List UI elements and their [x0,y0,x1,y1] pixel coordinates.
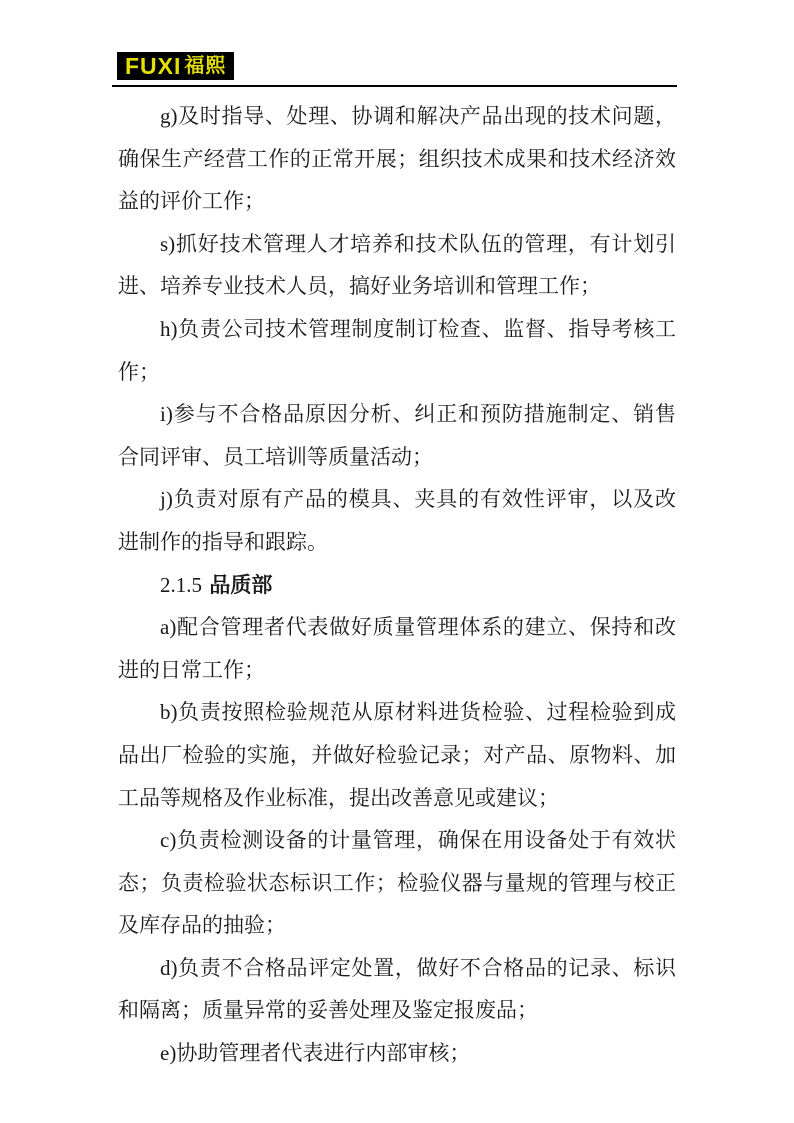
paragraph-j: j)负责对原有产品的模具、夹具的有效性评审，以及改进制作的指导和跟踪。 [118,487,676,554]
paragraph-i: i)参与不合格品原因分析、纠正和预防措施制定、销售合同评审、员工培训等质量活动； [118,402,676,469]
paragraph-g: g)及时指导、处理、协调和解决产品出现的技术问题，确保生产经营工作的正常开展；组织技术成果和技术经济效益的评价工作； [118,104,676,214]
paragraph-e: e)协助管理者代表进行内部审核； [160,1041,471,1066]
page-header [0,0,794,87]
paragraph-a: a)配合管理者代表做好质量管理体系的建立、保持和改进的日常工作； [118,615,676,682]
paragraph-b: b)负责按照检验规范从原材料进货检验、过程检验到成品出厂检验的实施，并做好检验记录；对产品、原物料、加工品等规格及作业标准，提出改善意见或建议； [118,700,676,810]
paragraph-d: d)负责不合格品评定处置，做好不合格品的记录、标识和隔离；质量异常的妥善处理及鉴定报废品； [118,955,676,1023]
company-logo [117,52,234,80]
logo-latin-text: FUXI [125,52,182,79]
section-heading [118,564,676,607]
paragraph-s: s)抓好技术管理人才培养和技术队伍的管理，有计划引进、培养专业技术人员，搞好业务培训和管理工作； [118,231,676,299]
paragraph-h: h)负责公司技术管理制度制订检查、监督、指导考核工作； [118,316,676,384]
logo-cjk-text: 福熙 [184,55,227,77]
paragraph-c: c)负责检测设备的计量管理，确保在用设备处于有效状态；负责检验状态标识工作；检验仪器与量规的管理与校正及库存品的抽验； [118,828,676,938]
section-heading-title: 品质部 [209,572,273,597]
document-body [118,95,676,1075]
section-heading-number: 2.1.5 [160,572,202,597]
header-divider [112,85,677,87]
